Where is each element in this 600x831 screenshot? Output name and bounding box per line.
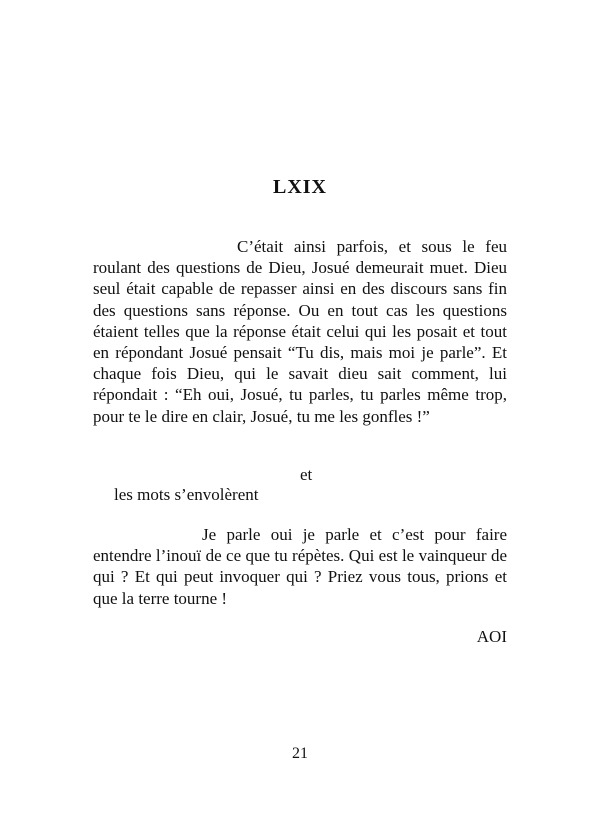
verse-line-mots: les mots s’envolèrent <box>114 485 259 504</box>
signature-aoi: AOI <box>476 627 507 646</box>
verse-line-et: et <box>300 465 313 484</box>
paragraph-second <box>93 524 507 609</box>
page-number: 21 <box>292 745 308 762</box>
paragraph-first <box>93 236 507 427</box>
paragraph-text: C’était ainsi parfois, et sous le feu roulant des questions de Dieu, Josué demeurait muet. Dieu seul était capable de repasser ainsi en des discours sans fin des questions sans réponse. Ou en tout cas les questions étaient telles que la réponse était celui qui les posait et tout en répondant Josué pensait “Tu dis, mais moi je parle”. Et chaque fois Dieu, qui le savait dieu sait comment, lui répondait : “Eh oui, Josué, tu parles, tu parles même trop, pour te le dire en clair, Josué, tu me les gonfles !” <box>93 237 507 426</box>
chapter-title: LXIX <box>272 176 327 198</box>
paragraph-text: Je parle oui je parle et c’est pour faire entendre l’inouï de ce que tu répètes. Qui est le vainqueur de qui ? Et qui peut invoquer qui ? Priez vous tous, prions et que la terre tourne ! <box>93 525 507 608</box>
